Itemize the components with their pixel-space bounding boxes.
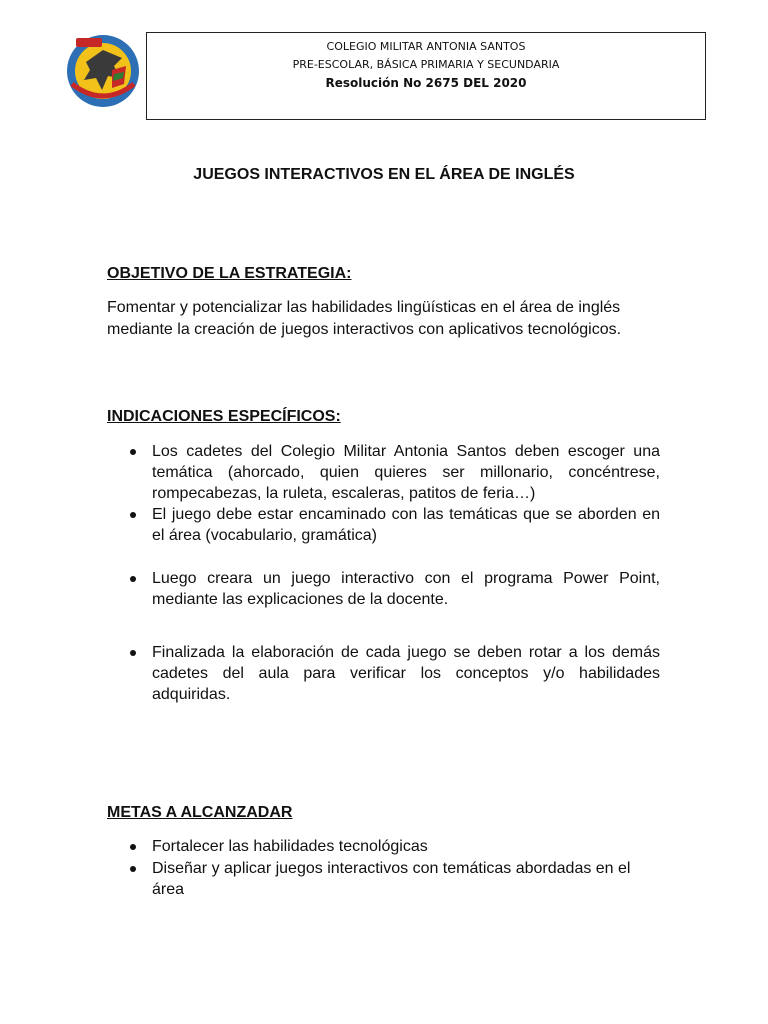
bullet-icon <box>130 449 136 455</box>
list-item <box>107 858 660 900</box>
list-item-text: El juego debe estar encaminado con las temáticas que se aborden en el área (vocabulario, gramática) <box>152 506 660 544</box>
school-crest-logo <box>62 32 144 110</box>
school-resolution: Resolución No 2675 DEL 2020 <box>325 76 527 90</box>
list-item-text: Fortalecer las habilidades tecnológicas <box>152 838 428 855</box>
bullet-icon <box>130 512 136 518</box>
list-item-text: Luego creara un juego interactivo con el programa Power Point, mediante las explicaciones de la docente. <box>152 570 660 608</box>
list-item-text: Los cadetes del Colegio Militar Antonia Santos deben escoger una temática (ahorcado, quien quieres ser millonario, concéntrese, rompecabezas, la ruleta, escaleras, patitos de feria…) <box>152 443 660 502</box>
list-item-text: Diseñar y aplicar juegos interactivos con temáticas abordadas en el área <box>152 860 631 898</box>
school-crest-icon <box>62 32 144 110</box>
indications-heading: INDICACIONES ESPECÍFICOS: <box>107 408 341 425</box>
list-item <box>107 504 660 546</box>
list-item-text: Finalizada la elaboración de cada juego se deben rotar a los demás cadetes del aula para verificar los conceptos y/o habilidades adquiridas. <box>152 644 660 703</box>
list-item <box>107 441 660 504</box>
bullet-icon <box>130 650 136 656</box>
objective-heading: OBJETIVO DE LA ESTRATEGIA: <box>107 265 352 282</box>
bullet-icon <box>130 844 136 850</box>
objective-text: Fomentar y potencializar las habilidades lingüísticas en el área de inglés mediante la creación de juegos interactivos con aplicativos tecnológicos. <box>107 299 622 338</box>
goals-list <box>107 836 660 900</box>
list-item <box>107 642 660 705</box>
school-name: COLEGIO MILITAR ANTONIA SANTOS <box>326 40 526 53</box>
indications-list <box>107 441 660 705</box>
bullet-icon <box>130 576 136 582</box>
document-title: JUEGOS INTERACTIVOS EN EL ÁREA DE INGLÉS <box>193 166 575 183</box>
school-levels: PRE-ESCOLAR, BÁSICA PRIMARIA Y SECUNDARIA <box>292 58 560 71</box>
list-item <box>107 836 660 857</box>
bullet-icon <box>130 866 136 872</box>
school-header <box>146 32 706 120</box>
list-item <box>107 568 660 610</box>
goals-heading: METAS A ALCANZADAR <box>107 804 293 821</box>
crest-banner <box>76 38 102 47</box>
